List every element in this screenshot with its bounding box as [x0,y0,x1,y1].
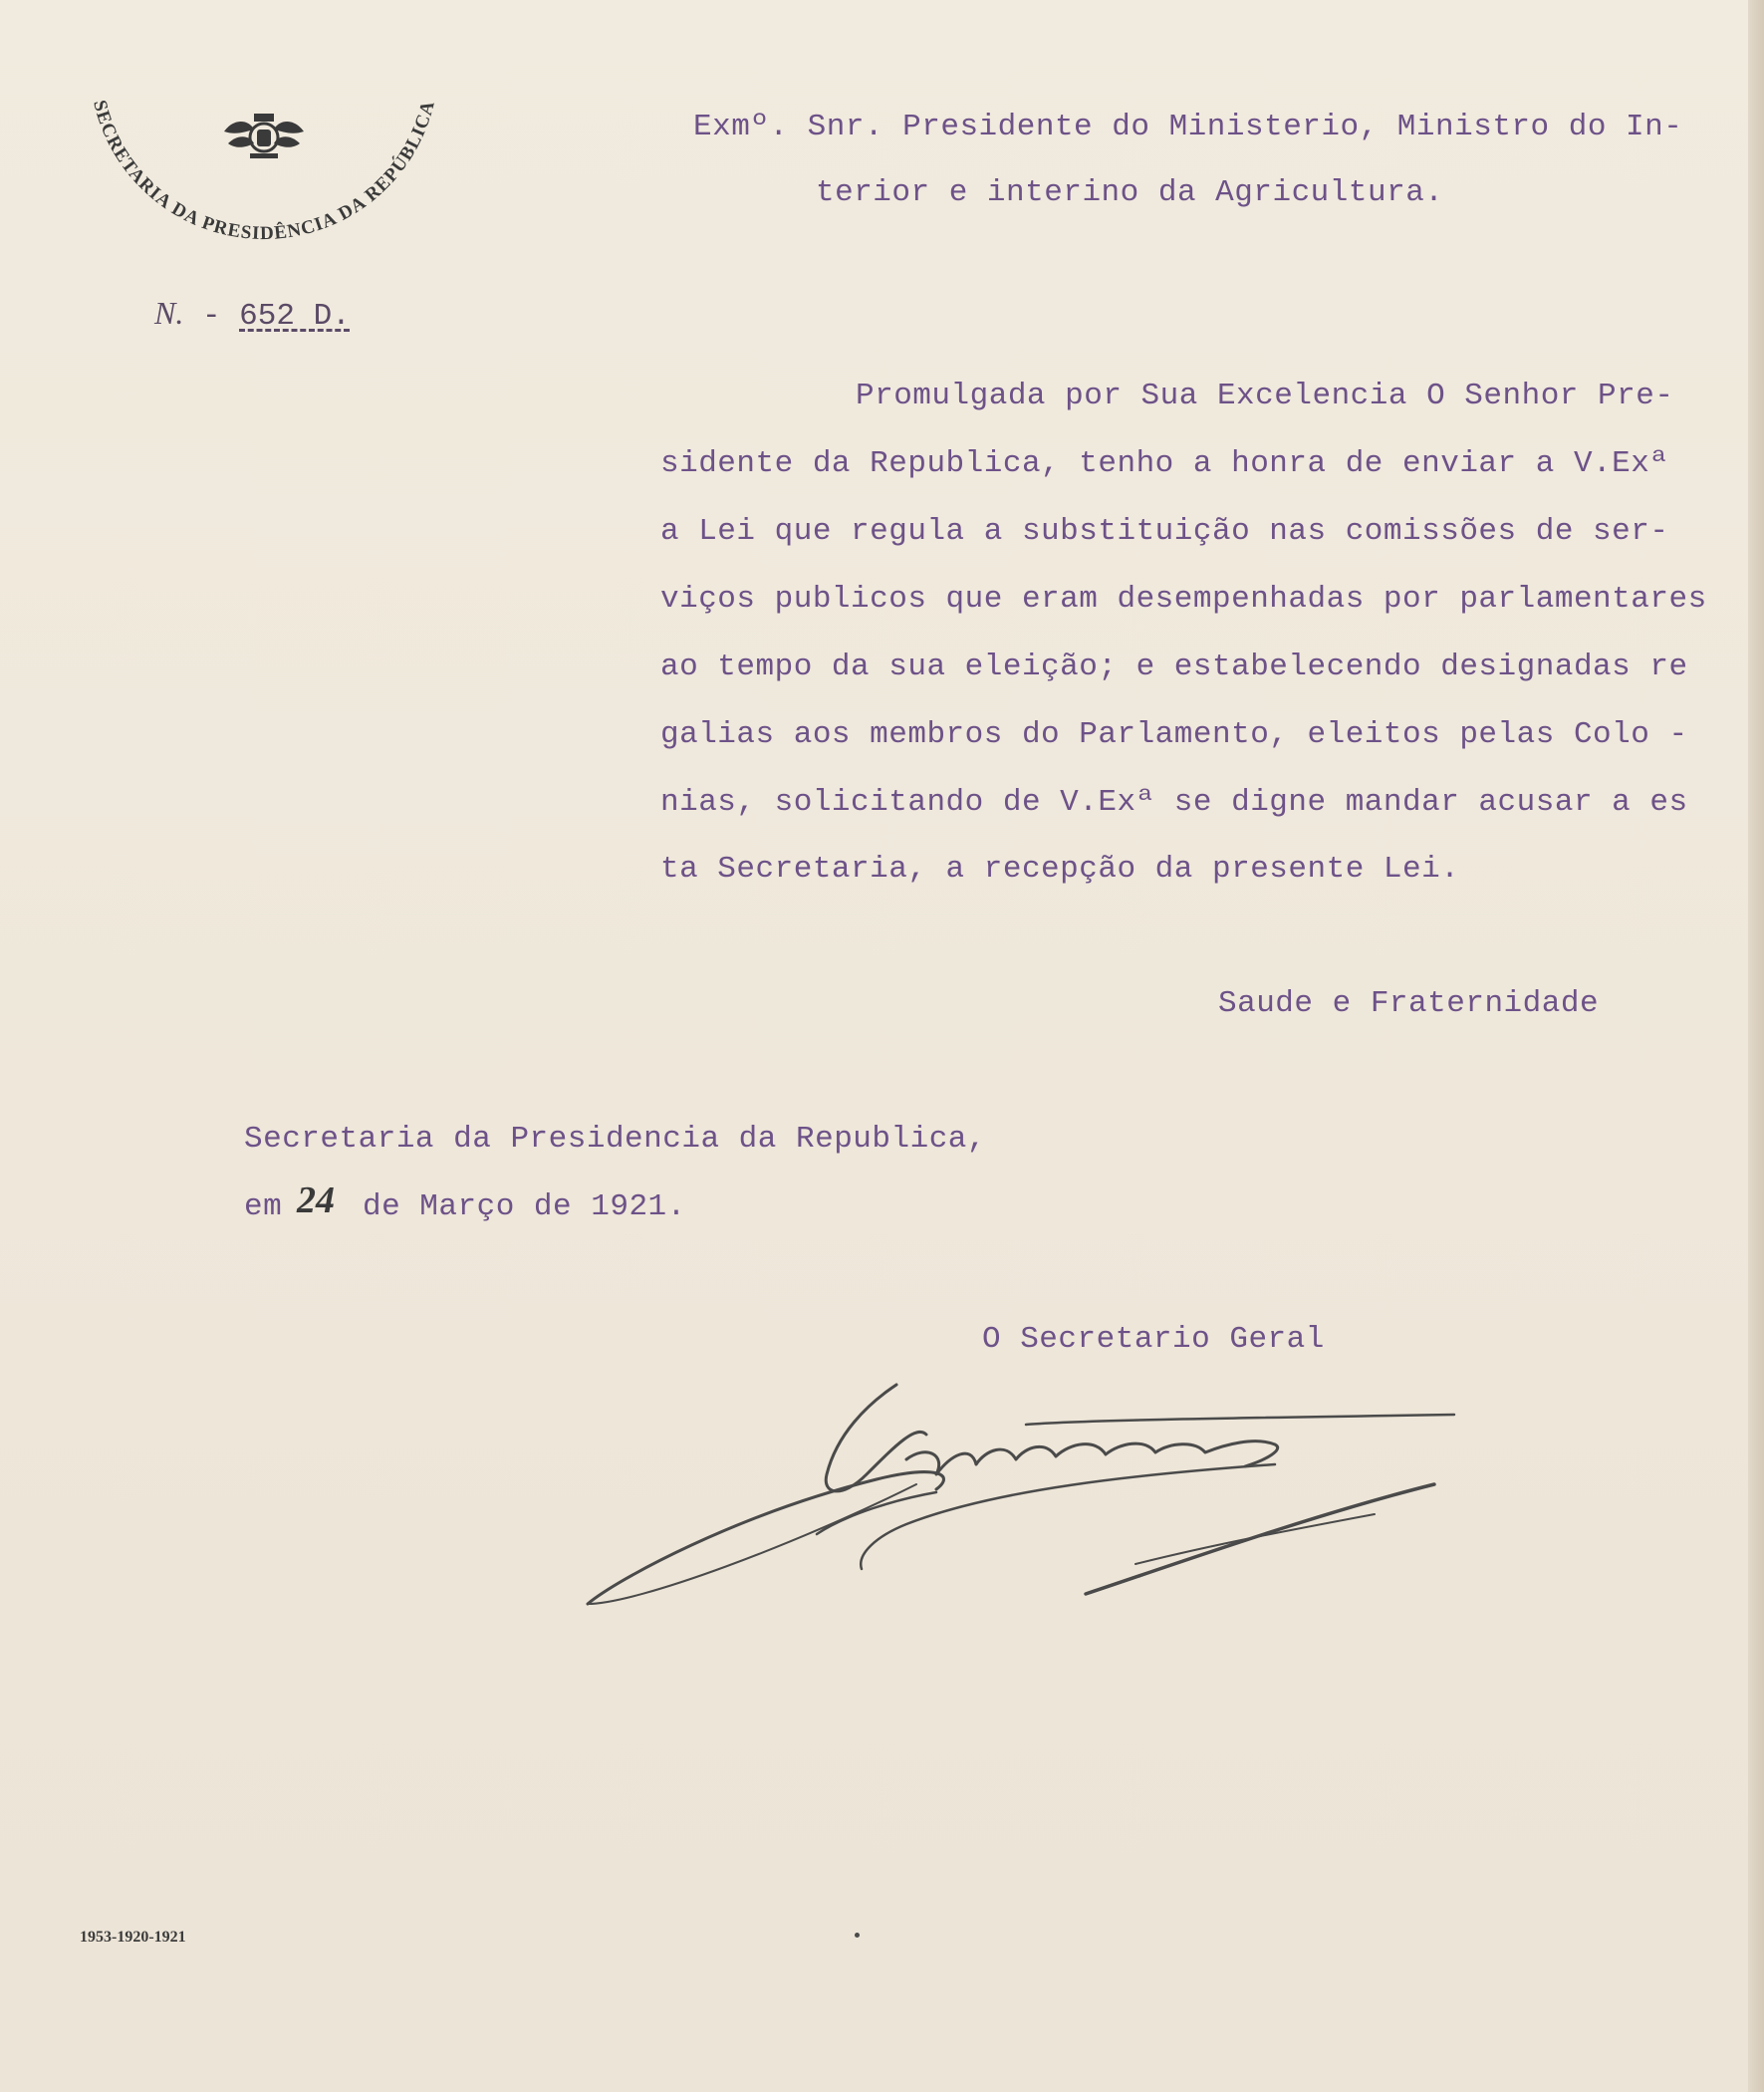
closing-salutation: Saude e Fraternidade [1218,986,1600,1021]
handwritten-signature [578,1365,1474,1624]
date-rest: de Março de 1921. [363,1189,686,1224]
reference-number: N. - 652 D. [154,295,351,334]
secretaria-seal [70,45,458,244]
ink-dot [855,1933,860,1938]
body-line: viços publicos que eram desempenhadas por parlamentares [660,582,1707,617]
date-prefix: em [244,1189,283,1224]
seal-text: SECRETARIA DA PRESIDÊNCIA DA REPÚBLICA [89,98,439,244]
body-line: ao tempo da sua eleição; e estabelecendo designadas re [660,650,1688,684]
coat-of-arms-icon [224,114,304,158]
body-line: galias aos membros do Parlamento, eleitos pelas Colo - [660,717,1688,752]
addressee-line-2: terior e interino da Agricultura. [816,175,1444,210]
footer-print-code: 1953-1920-1921 [80,1929,186,1946]
place-line: Secretaria da Presidencia da Republica, [244,1122,987,1157]
reference-prefix: N. [154,295,184,331]
paper-edge [1748,0,1764,2092]
body-line: nias, solicitando de V.Exª se digne mandar acusar a es [660,785,1688,820]
body-line: a Lei que regula a substituição nas comissões de ser- [660,514,1669,549]
body-line: sidente da Republica, tenho a honra de enviar a V.Exª [660,446,1669,481]
signatory-title: O Secretario Geral [982,1322,1325,1357]
body-line: ta Secretaria, a recepção da presente Lei. [660,852,1460,887]
addressee-line-1: Exmº. Snr. Presidente do Ministerio, Ministro do In- [693,110,1683,144]
reference-value: 652 D. [239,299,351,334]
handwritten-day: 24 [297,1179,335,1221]
body-line: Promulgada por Sua Excelencia O Senhor Pre- [856,379,1674,413]
